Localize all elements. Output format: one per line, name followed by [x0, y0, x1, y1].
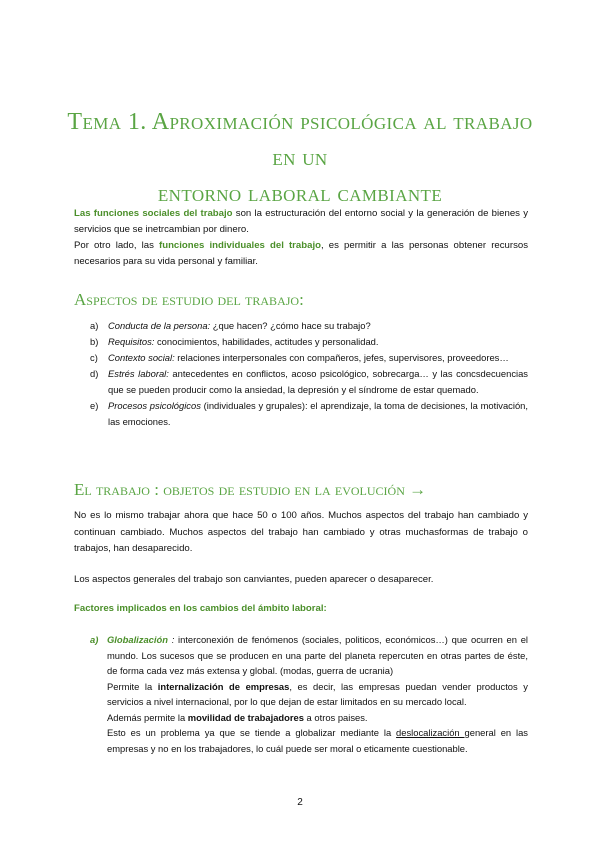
factors-list [90, 632, 528, 756]
globalization-text: Además permite la [107, 711, 188, 723]
list-term: Estrés laboral: [108, 368, 169, 379]
list-item [90, 350, 528, 366]
list-marker: a) [90, 320, 99, 331]
section-heading-aspects: Aspectos de estudio del trabajo: [74, 290, 304, 309]
page-title [60, 104, 540, 212]
intro-p1-text: son la estructuración del entorno social y la generación de bienes y servicios que se inetrcambian por dinero. [74, 208, 528, 235]
intro-paragraph-1 [74, 206, 528, 238]
individual-functions-term: funciones individuales del trabajo [159, 240, 321, 251]
worker-mobility-term: movilidad de trabajadores [187, 711, 304, 723]
globalization-definition: interconexión de fenómenos (sociales, politicos, económicos…) que ocurren en el mundo. Los sucesos que se producen en una parte del planeta repercuten en otras partes de éste, de forma cada vez más extensa y global. (modas, guerra de ucrania) [107, 634, 528, 676]
list-term: Contexto social: [108, 352, 175, 363]
internalization-term: internalización de empresas [157, 680, 290, 692]
list-item [90, 318, 528, 334]
delocalization-term: deslocalización [396, 727, 465, 738]
globalization-text: a otros paises. [303, 711, 368, 723]
factor-globalization [90, 632, 528, 756]
list-marker: d) [90, 368, 99, 379]
list-text: relaciones interpersonales con compañeros, jefes, supervisores, proveedores… [174, 352, 509, 363]
intro-paragraph-2 [74, 238, 528, 270]
title-line-2: entorno laboral cambiante [157, 181, 443, 207]
social-functions-term: Las funciones sociales del trabajo [74, 208, 233, 219]
list-item [90, 398, 528, 430]
list-text: conocimientos, habilidades, actitudes y personalidad. [154, 336, 379, 347]
list-text: ¿que hacen? ¿cómo hace su trabajo? [210, 320, 371, 331]
globalization-text: Esto es un problema ya que se tiende a globalizar mediante la [107, 727, 397, 738]
factors-heading: Factores implicados en los cambios del ámbito laboral: [74, 603, 327, 614]
list-item [90, 334, 528, 350]
list-marker: a) [90, 634, 99, 645]
globalization-term: Globalización [107, 634, 168, 645]
list-text: antecedentes en conflictos, acoso psicológico, sobrecarga… y las concsdecuencias que se pueden producir como la ansiedad, la depresión y el síndrome de estar quemado. [108, 368, 528, 395]
list-term: Conducta de la persona: [108, 320, 211, 331]
list-item [90, 366, 528, 398]
intro-p2-start: Por otro lado, las [74, 240, 160, 251]
aspects-list [90, 318, 528, 430]
intro-p2-text: , es permitir a las personas obtener recursos necesarios para su vida personal y familiar. [74, 240, 528, 267]
list-term: Procesos psicológicos [108, 400, 201, 411]
list-text: (individuales y grupales): el aprendizaje, la toma de decisiones, la motivación, las emociones. [108, 400, 528, 427]
title-line-1: Tema 1. Aproximación psicológica al trabajo en un [67, 109, 533, 171]
list-marker: e) [90, 400, 99, 411]
evolution-paragraph: No es lo mismo trabajar ahora que hace 50 o 100 años. Muchos aspectos del trabajo han cambiado y continuan cambiado. Muchos aspectos del trabajo han cambiado y otras muchasformas de trabajo o trabajos, han desaparecido. [74, 510, 528, 554]
list-marker: c) [90, 352, 98, 363]
term-colon: : [167, 634, 175, 645]
list-marker: b) [90, 336, 99, 347]
list-term: Requisitos: [108, 336, 155, 347]
section-heading-evolution: El trabajo : objetos de estudio en la evolución → [74, 480, 427, 499]
globalization-text: , es decir, las empresas puedan vender productos y servicios a nivel internacional, por lo que dejan de estar limitados en su mercado local. [107, 680, 528, 707]
globalization-text: Permite la [107, 680, 158, 692]
general-aspects-paragraph: Los aspectos generales del trabajo son canviantes, pueden aparecer o desaparecer. [74, 574, 434, 585]
globalization-text: general en las empresas y no en los trabajadores, lo cuál puede ser moral o eticamente cuestionable. [107, 727, 528, 754]
page-number: 2 [297, 797, 303, 808]
